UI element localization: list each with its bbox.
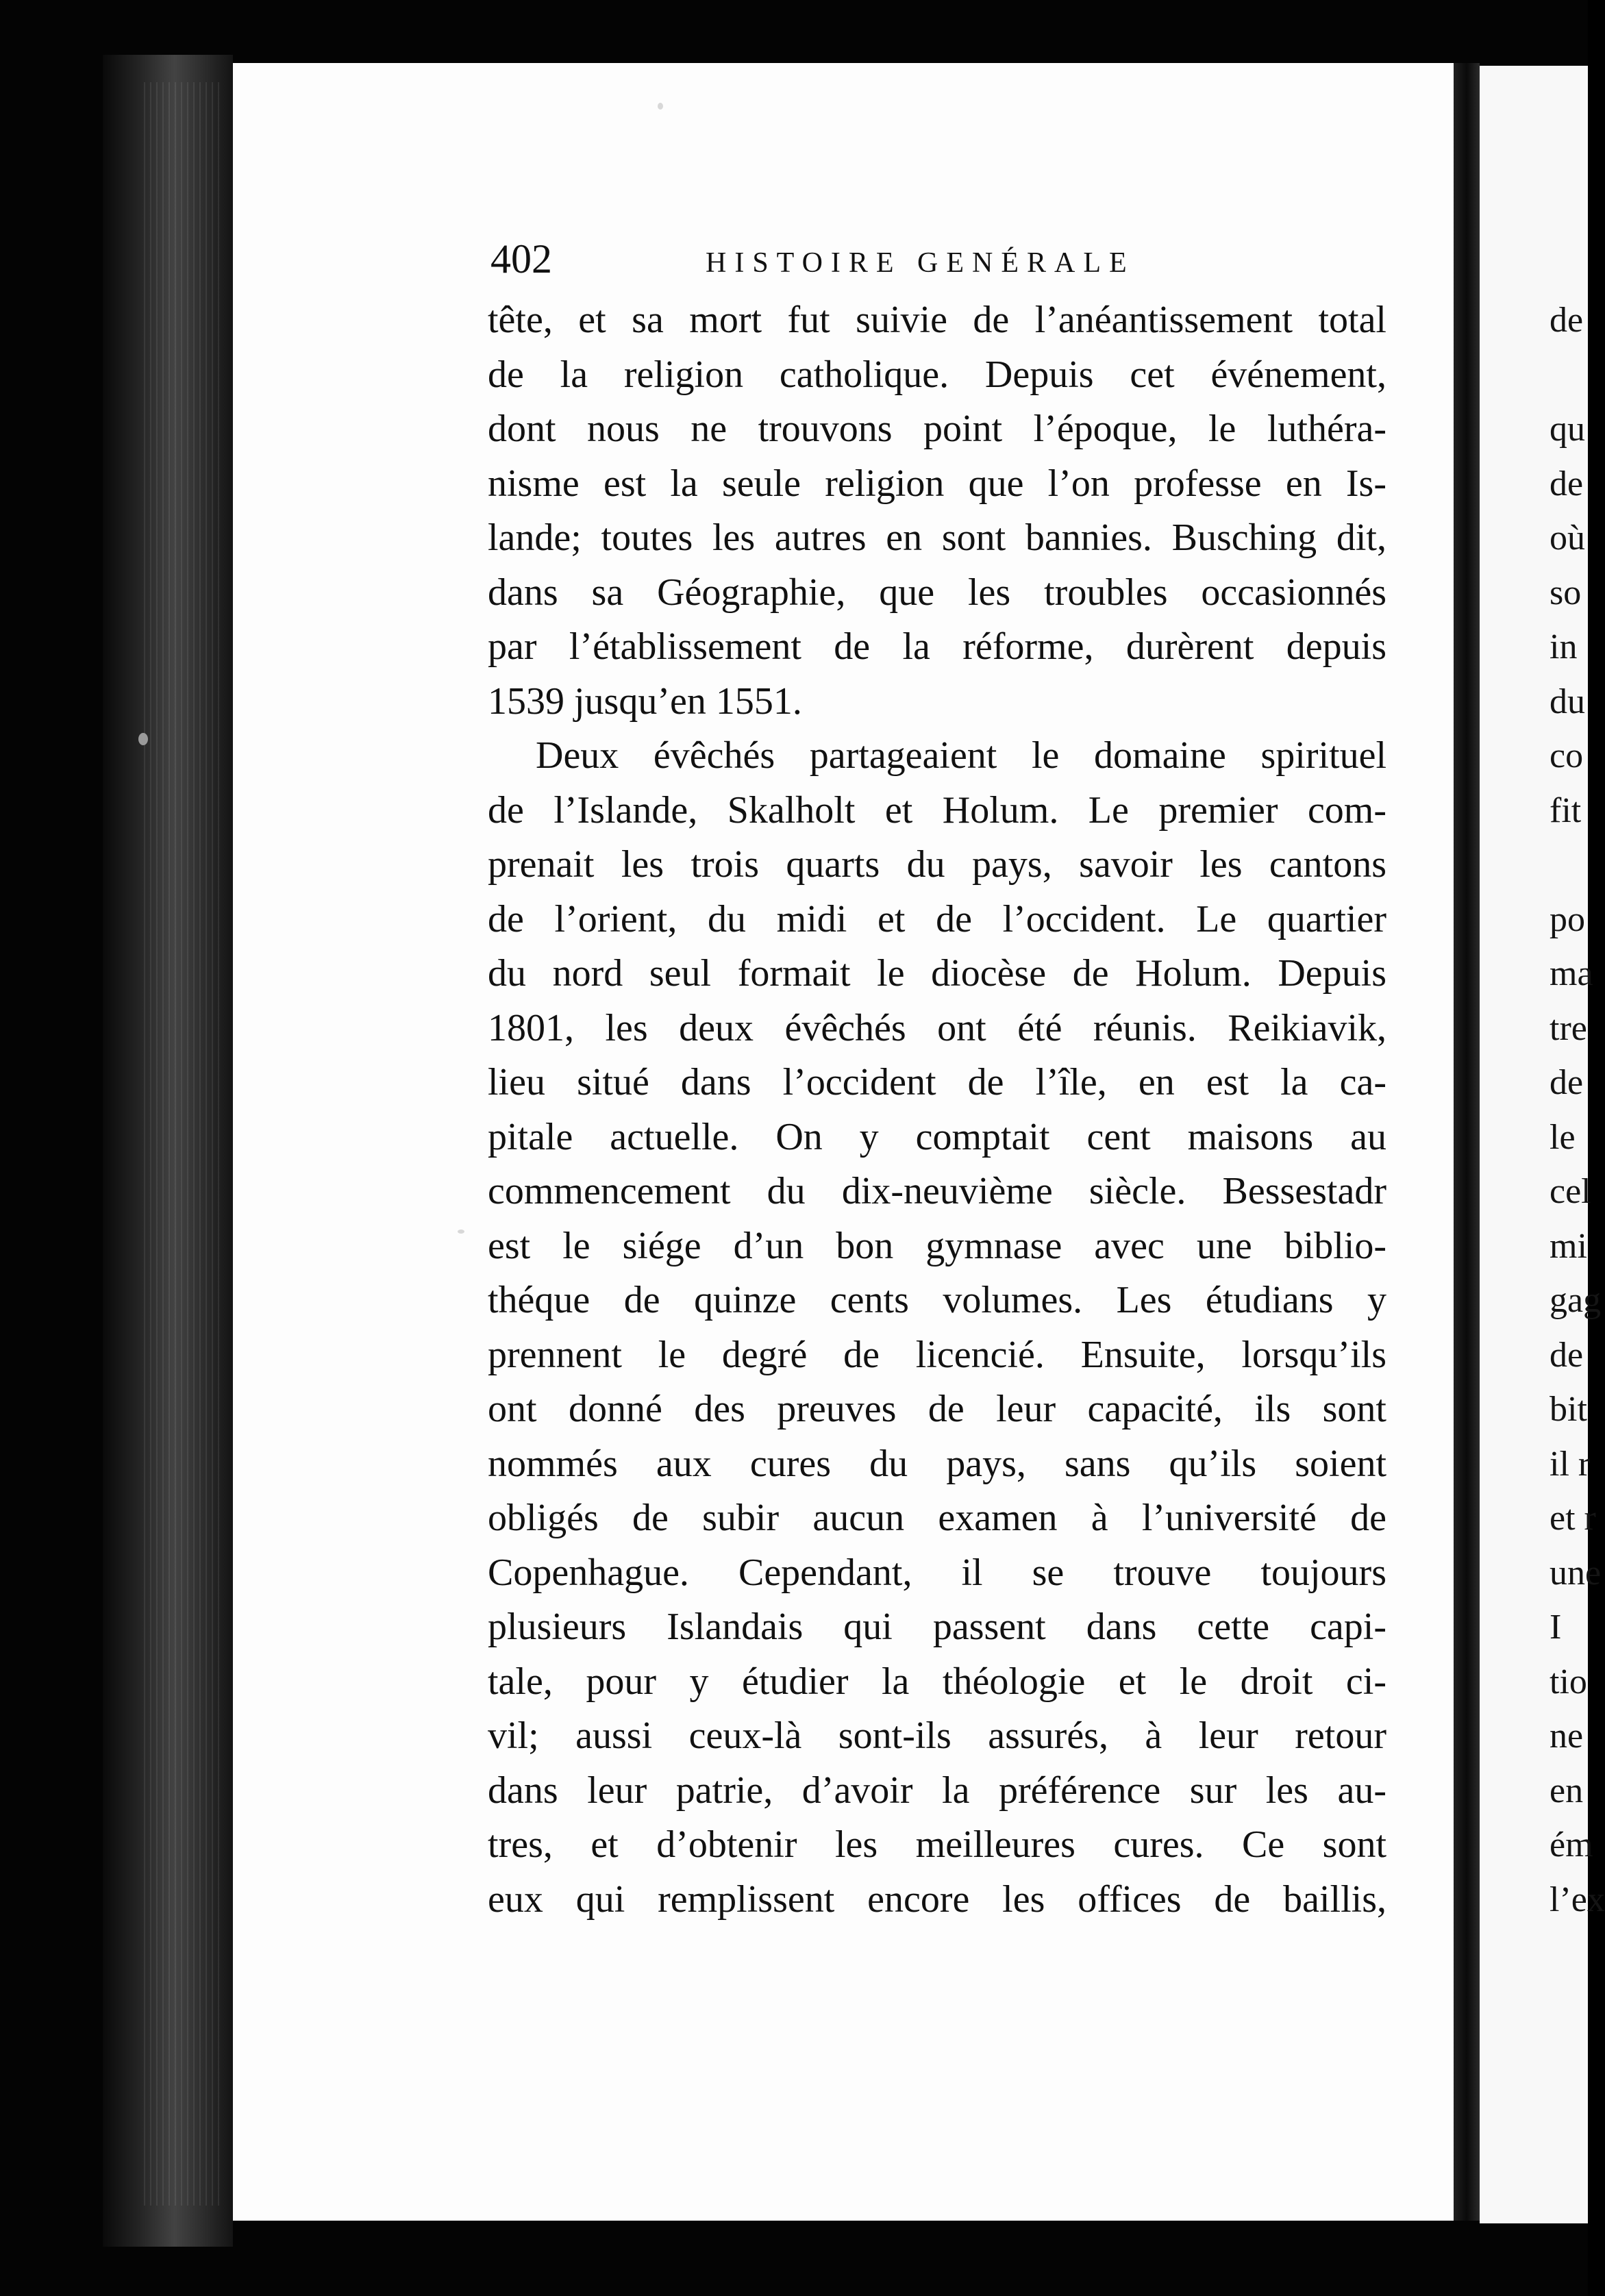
text-line: pitale actuelle. On y comptait cent maisons au <box>488 1115 1386 1158</box>
adjacent-text-fragment: ne <box>1550 1717 1584 1756</box>
page-gutter <box>1454 63 1480 2221</box>
adjacent-text-fragment: gag <box>1550 1281 1602 1320</box>
text-line: Copenhague. Cependant, il se trouve toujours <box>488 1551 1386 1594</box>
text-line: théque de quinze cents volumes. Les étudians y <box>488 1279 1386 1321</box>
adjacent-text-fragment: ém <box>1550 1825 1593 1864</box>
adjacent-text-fragment: de <box>1550 1063 1584 1102</box>
adjacent-text-fragment: où <box>1550 519 1585 558</box>
adjacent-text-fragment: bit <box>1550 1390 1587 1429</box>
text-line: tête, et sa mort fut suivie de l’anéantissement total <box>488 299 1386 341</box>
text-line: plusieurs Islandais qui passent dans cette capi- <box>488 1606 1386 1648</box>
adjacent-page-text <box>1550 293 1605 1927</box>
text-line: du nord seul formait le diocèse de Holum. Depuis <box>488 952 1386 995</box>
adjacent-text-fragment: l’ex <box>1550 1880 1605 1919</box>
text-line: tale, pour y étudier la théologie et le droit ci- <box>488 1660 1386 1703</box>
text-line: 1801, les deux évêchés ont été réunis. Reikiavik, <box>488 1006 1386 1049</box>
adjacent-text-fragment: co <box>1550 736 1584 775</box>
adjacent-text-fragment: en <box>1550 1771 1584 1810</box>
text-line: lande; toutes les autres en sont bannies. Busching dit, <box>488 516 1386 559</box>
adjacent-text-fragment: tio <box>1550 1662 1587 1701</box>
spine-speck <box>138 733 148 745</box>
paper-speck <box>658 103 663 110</box>
adjacent-text-fragment: de <box>1550 301 1584 340</box>
adjacent-text-fragment: so <box>1550 573 1582 612</box>
running-title: HISTOIRE GENÉRALE <box>706 247 1135 279</box>
adjacent-text-fragment: mi <box>1550 1226 1587 1266</box>
adjacent-text-fragment: po <box>1550 899 1585 939</box>
adjacent-text-fragment: de <box>1550 464 1584 503</box>
adjacent-text-fragment: ma <box>1550 954 1593 993</box>
text-line: lieu situé dans l’occident de l’île, en est la ca- <box>488 1061 1386 1103</box>
adjacent-text-fragment: du <box>1550 682 1585 721</box>
adjacent-text-fragment: tre <box>1550 1008 1587 1048</box>
text-line: de l’orient, du midi et de l’occident. Le quartier <box>488 897 1386 940</box>
text-line: prenait les trois quarts du pays, savoir les cantons <box>488 843 1386 886</box>
text-line: est le siége d’un bon gymnase avec une biblio- <box>488 1224 1386 1267</box>
body-text <box>488 293 1386 1927</box>
adjacent-text-fragment: qu <box>1550 410 1585 449</box>
text-line: commencement du dix-neuvième siècle. Bessestadr <box>488 1170 1386 1212</box>
text-line: de la religion catholique. Depuis cet événement, <box>488 353 1386 396</box>
adjacent-text-fragment: et r <box>1550 1499 1596 1538</box>
text-line: Deux évêchés partageaient le domaine spirituel <box>536 734 1386 777</box>
text-line: de l’Islande, Skalholt et Holum. Le premier com- <box>488 788 1386 832</box>
adjacent-text-fragment: I <box>1550 1608 1562 1647</box>
text-line: nisme est la seule religion que l’on professe en Is- <box>488 462 1386 505</box>
text-line: 1539 jusqu’en 1551. <box>488 679 802 723</box>
text-line: prennent le degré de licencié. Ensuite, lorsqu’ils <box>488 1333 1386 1376</box>
paper-speck <box>458 1230 464 1234</box>
text-line: dans leur patrie, d’avoir la préférence sur les au- <box>488 1769 1386 1812</box>
adjacent-text-fragment: cel <box>1550 1172 1591 1211</box>
text-line: nommés aux cures du pays, sans qu’ils soient <box>488 1442 1386 1485</box>
page-number: 402 <box>490 236 552 282</box>
text-line: eux qui remplissent encore les offices de baillis, <box>488 1877 1386 1921</box>
text-line: dans sa Géographie, que les troubles occasionnés <box>488 571 1386 614</box>
text-line: vil; aussi ceux-là sont-ils assurés, à leur retour <box>488 1714 1386 1757</box>
adjacent-text-fragment: fit <box>1550 790 1582 830</box>
text-line: ont donné des preuves de leur capacité, ils sont <box>488 1388 1386 1430</box>
adjacent-text-fragment <box>1550 348 1588 403</box>
adjacent-text-fragment: in <box>1550 627 1578 666</box>
text-line: par l’établissement de la réforme, durèrent depuis <box>488 625 1386 668</box>
spine-texture <box>144 82 219 2206</box>
adjacent-text-fragment: de <box>1550 1335 1584 1375</box>
adjacent-text-fragment: il r <box>1550 1444 1591 1484</box>
adjacent-text-fragment <box>1550 838 1588 893</box>
text-line: obligés de subir aucun examen à l’université de <box>488 1497 1386 1539</box>
adjacent-text-fragment: le <box>1550 1117 1576 1157</box>
text-line: tres, et d’obtenir les meilleures cures. Ce sont <box>488 1823 1386 1866</box>
text-line: dont nous ne trouvons point l’époque, le luthéra- <box>488 408 1386 450</box>
adjacent-text-fragment: une <box>1550 1553 1602 1593</box>
